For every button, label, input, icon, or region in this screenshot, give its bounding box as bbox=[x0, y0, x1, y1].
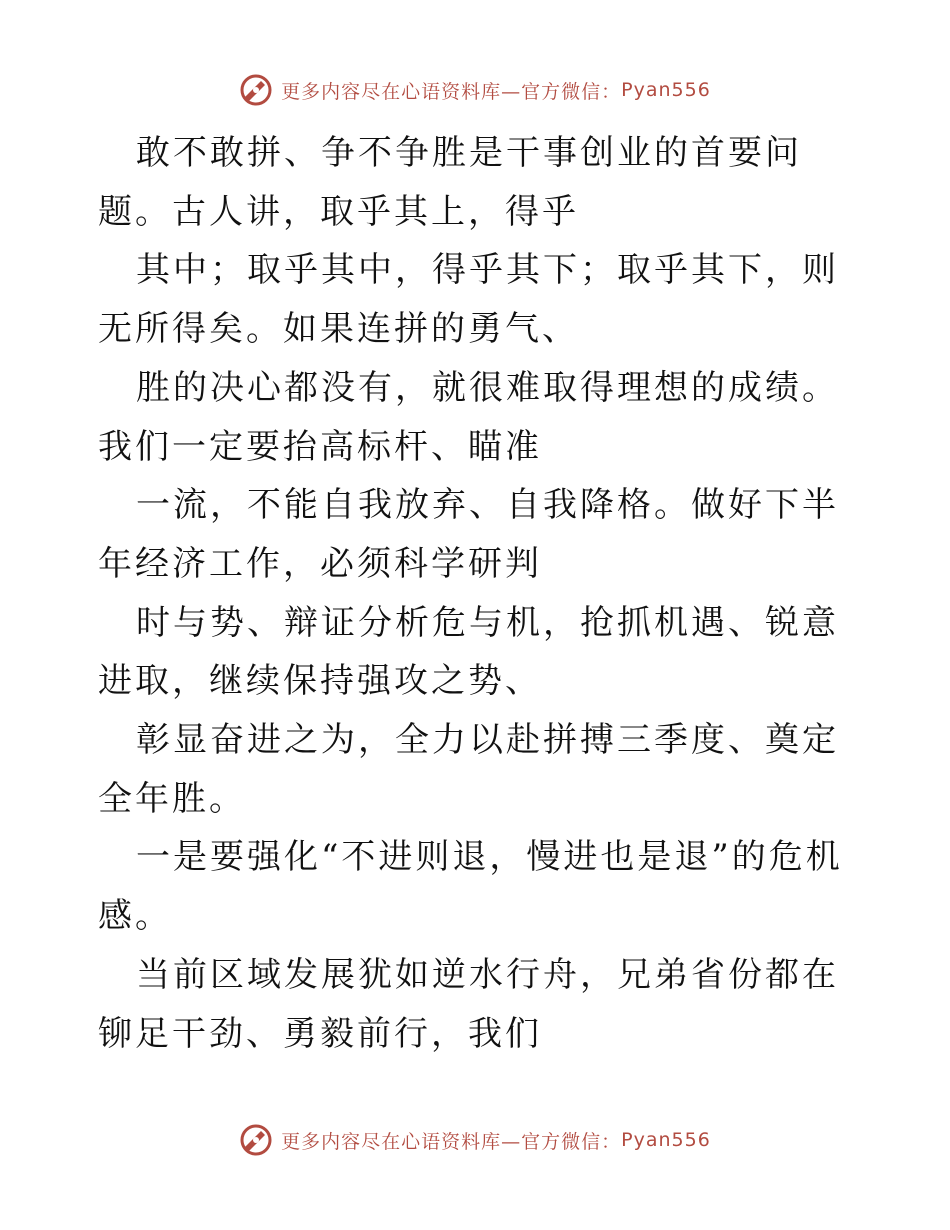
paragraph: 时与势、辩证分析危与机，抢抓机遇、锐意进取，继续保持强攻之势、 bbox=[98, 602, 839, 702]
header-banner bbox=[0, 70, 950, 110]
pen-nib-circle-icon bbox=[239, 73, 273, 107]
paragraph: 一流，不能自我放弃、自我降格。做好下半年经济工作，必须科学研判 bbox=[98, 485, 839, 584]
banner-wechat-id: Pyan556 bbox=[621, 1129, 711, 1151]
paragraph: 当前区域发展犹如逆水行舟，兄弟省份都在铆足干劲、勇毅前行，我们 bbox=[98, 954, 839, 1054]
footer-banner bbox=[0, 1120, 950, 1160]
banner-text: 更多内容尽在心语资料库—官方微信： bbox=[281, 80, 622, 103]
banner-wechat-id: Pyan556 bbox=[621, 79, 711, 101]
banner-text: 更多内容尽在心语资料库—官方微信： bbox=[281, 1130, 622, 1153]
paragraph: 敢不敢拼、争不争胜是干事创业的首要问题。古人讲，取乎其上，得乎 bbox=[98, 133, 802, 232]
paragraph: 彰显奋进之为，全力以赴拼搏三季度、奠定全年胜。 bbox=[98, 720, 839, 819]
paragraph: 胜的决心都没有，就很难取得理想的成绩。我们一定要抬高标杆、瞄准 bbox=[98, 367, 839, 467]
document-body bbox=[98, 124, 858, 1063]
paragraph: 其中；取乎其中，得乎其下；取乎其下，则无所得矣。如果连拼的勇气、 bbox=[98, 250, 839, 350]
paragraph: 一是要强化“不进则退，慢进也是退”的危机感。 bbox=[98, 837, 843, 937]
pen-nib-circle-icon bbox=[239, 1123, 273, 1157]
